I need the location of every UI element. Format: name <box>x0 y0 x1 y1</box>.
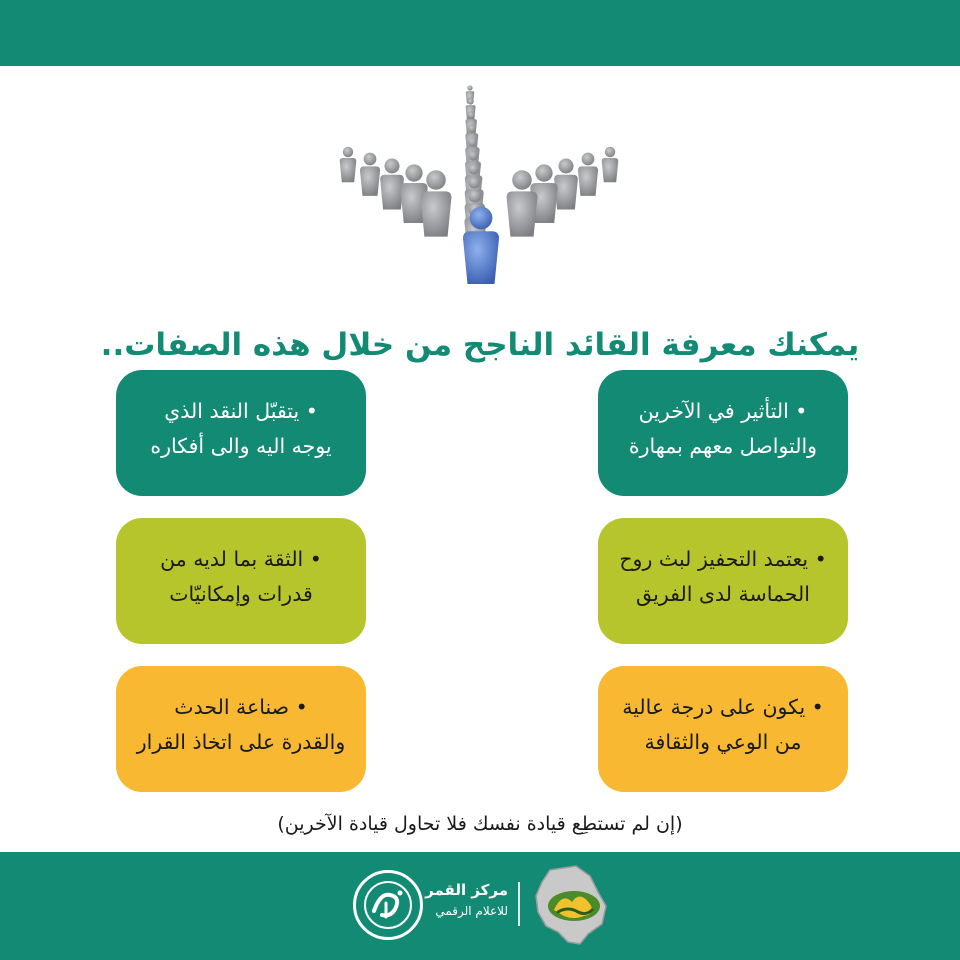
card-motivation <box>598 518 848 644</box>
card-influence-line1: • التأثير في الآخرين <box>638 399 808 423</box>
card-self-confidence <box>116 518 366 644</box>
leadership-arrow-figures-icon <box>318 80 642 312</box>
figure-right <box>554 158 578 209</box>
card-influence <box>598 370 848 496</box>
card-influence-line2: والتواصل معهم بمهارة <box>628 434 818 458</box>
figure-right <box>602 147 619 182</box>
card-motivation-line2: الحماسة لدى الفريق <box>636 582 810 606</box>
brand-name: مركز القمر <box>425 881 508 899</box>
headline: يمكنك معرفة القائد الناجح من خلال هذه الصفات.. <box>100 327 860 363</box>
card-decision-making <box>116 666 366 792</box>
card-awareness-line1: • يكون على درجة عالية <box>622 695 824 719</box>
card-self-confidence-line1: • الثقة بما لديه من <box>160 547 322 571</box>
moon-calligraphy-logo-icon <box>353 870 423 940</box>
card-accepts-criticism-line1: • يتقبّل النقد الذي <box>164 399 318 423</box>
top-bar <box>0 0 960 66</box>
figure-left <box>380 158 404 209</box>
figure-right <box>578 153 598 196</box>
brand-divider <box>518 882 520 926</box>
brand-subtitle: للاعلام الرقمي <box>435 904 508 918</box>
card-awareness-line2: من الوعي والثقافة <box>644 730 802 754</box>
figure-left <box>360 153 380 196</box>
footer-quote: (إن لم تستطِع قيادة نفسك فلا تحاول قيادة الآخرين) <box>277 813 683 835</box>
figure-left <box>340 147 357 182</box>
card-accepts-criticism <box>116 370 366 496</box>
card-decision-making-line2: والقدرة على اتخاذ القرار <box>136 730 346 754</box>
card-self-confidence-line2: قدرات وإمكانيّات <box>169 582 313 606</box>
figure-right <box>507 170 538 236</box>
iraq-map-campaign-logo-icon <box>528 862 618 948</box>
card-awareness <box>598 666 848 792</box>
card-decision-making-line1: • صناعة الحدث <box>174 695 308 719</box>
figure-left <box>421 170 452 236</box>
card-motivation-line1: • يعتمد التحفيز لبث روح <box>619 547 827 571</box>
card-accepts-criticism-line2: يوجه اليه والى أفكاره <box>150 434 332 458</box>
